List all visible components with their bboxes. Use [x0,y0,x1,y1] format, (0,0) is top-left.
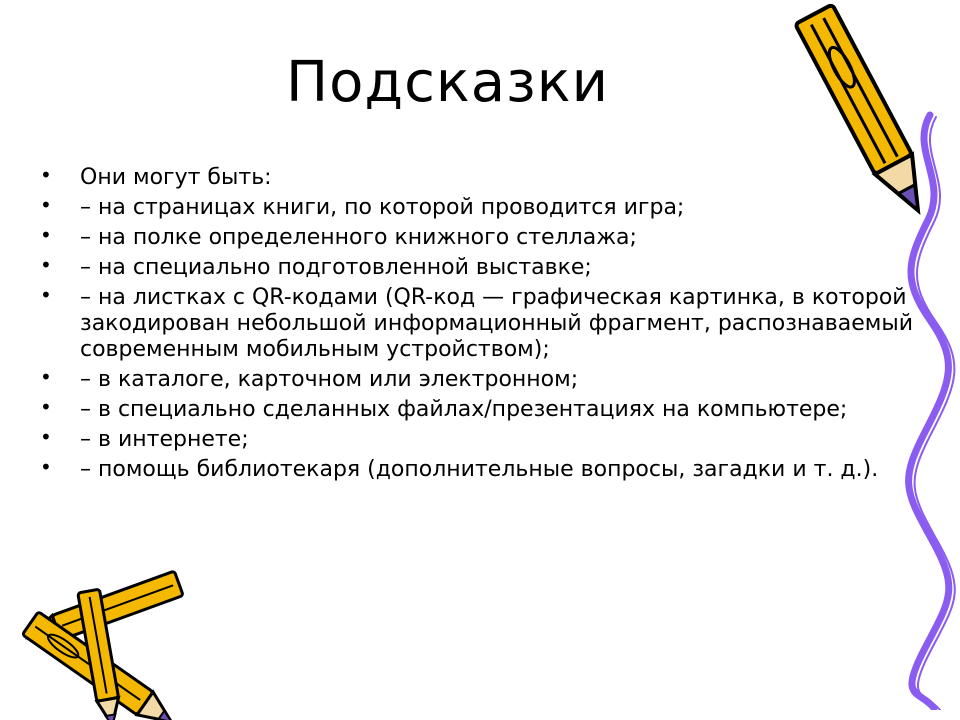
bullet-item [40,457,920,483]
slide-title: Подсказки [286,50,610,115]
pencil-icon [790,0,950,235]
bullet-dot: • [40,455,52,479]
bullet-dot: • [40,163,52,187]
bullet-list [40,165,920,487]
bullet-dot: • [40,365,52,389]
bullet-item [40,165,920,191]
bullet-item [40,195,920,221]
pencils-icon [0,570,200,720]
bullet-text: – помощь библиотекаря (дополнительные вопросы, загадки и т. д.). [80,457,879,482]
bullet-text: – на полке определенного книжного стеллажа; [80,225,637,250]
bullet-dot: • [40,223,52,247]
bullet-item [40,225,920,251]
bullet-text: – на листках с QR-кодами (QR-код — графическая картинка, в которой закодирован небольшой информационный фрагмент, распознаваемый современным мобильным устройством); [80,285,914,362]
bullet-text: – на страницах книги, по которой проводится игра; [80,195,685,220]
bullet-dot: • [40,425,52,449]
bullet-dot: • [40,395,52,419]
bullet-item [40,427,920,453]
bullet-dot: • [40,283,52,307]
bullet-text: – в каталоге, карточном или электронном; [80,367,579,392]
bullet-text: – в специально сделанных файлах/презентациях на компьютере; [80,397,848,422]
bullet-item [40,285,920,363]
bullet-text: – на специально подготовленной выставке; [80,255,592,280]
bullet-dot: • [40,193,52,217]
bullet-text: – в интернете; [80,427,249,452]
bullet-item [40,397,920,423]
bullet-dot: • [40,253,52,277]
bullet-item [40,367,920,393]
bullet-text: Они могут быть: [80,165,272,190]
bullet-item [40,255,920,281]
